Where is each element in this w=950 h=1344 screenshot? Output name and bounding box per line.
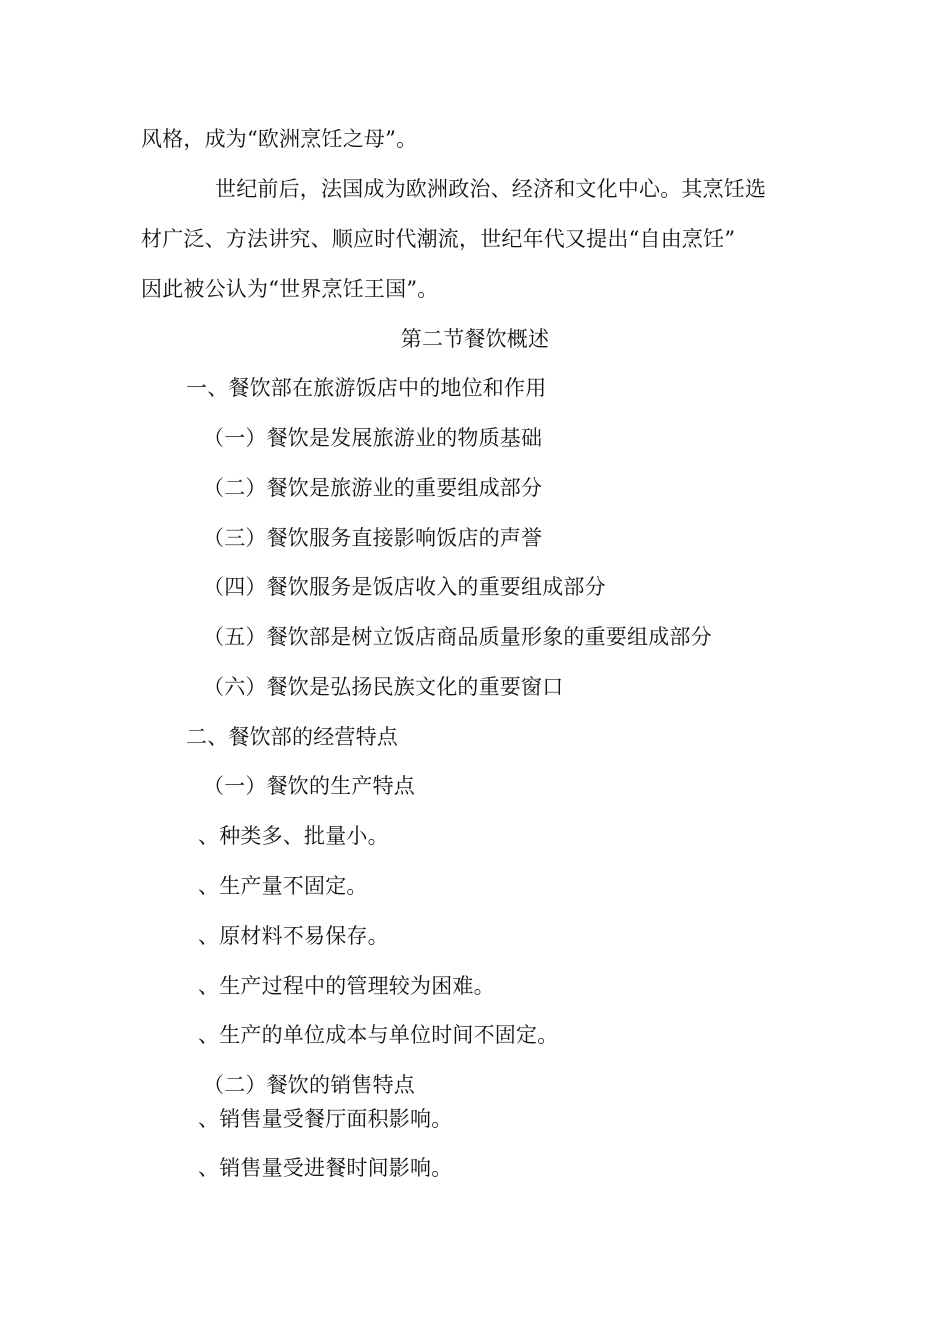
heading-2: 二、餐饮部的经营特点 [186, 725, 398, 749]
list-item: 、生产的单位成本与单位时间不固定。 [198, 1023, 559, 1047]
list-item: （一）餐饮是发展旅游业的物质基础 [203, 426, 543, 450]
heading-1: 一、餐饮部在旅游饭店中的地位和作用 [186, 376, 547, 400]
list-item: （五）餐饮部是树立饭店商品质量形象的重要组成部分 [203, 625, 712, 649]
list-item: 、销售量受进餐时间影响。 [198, 1156, 453, 1180]
list-item: 、种类多、批量小。 [198, 824, 389, 848]
list-item: （二）餐饮是旅游业的重要组成部分 [203, 476, 543, 500]
list-item: （四）餐饮服务是饭店收入的重要组成部分 [203, 575, 606, 599]
subheading-production: （一）餐饮的生产特点 [203, 774, 415, 798]
intro-paragraph-2-line-1: 世纪前后，法国成为欧洲政治、经济和文化中心。其烹饪选 [215, 177, 767, 201]
list-item: 、生产过程中的管理较为困难。 [198, 974, 495, 998]
intro-paragraph-2-line-3: 因此被公认为“世界烹饪王国”。 [141, 277, 439, 301]
list-item: 、销售量受餐厅面积影响。 [198, 1107, 453, 1131]
list-item: （三）餐饮服务直接影响饭店的声誉 [203, 526, 543, 550]
subheading-sales: （二）餐饮的销售特点 [203, 1073, 415, 1097]
section-title: 第二节餐饮概述 [400, 327, 550, 351]
intro-paragraph-1: 风格，成为“欧洲烹饪之母”。 [141, 127, 418, 151]
list-item: （六）餐饮是弘扬民族文化的重要窗口 [203, 675, 564, 699]
list-item: 、生产量不固定。 [198, 874, 368, 898]
intro-paragraph-2-line-2: 材广泛、方法讲究、顺应时代潮流，世纪年代又提出“自由烹饪” [141, 227, 736, 251]
list-item: 、原材料不易保存。 [198, 924, 389, 948]
